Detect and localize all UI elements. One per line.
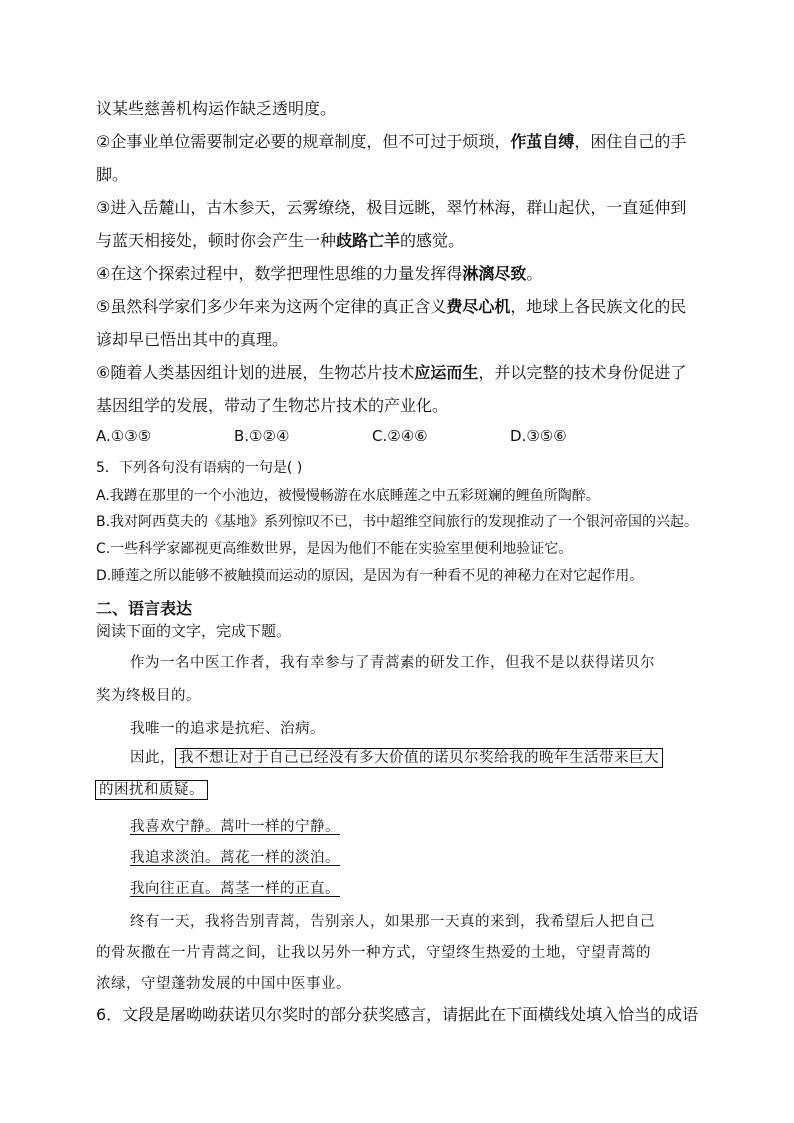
q4-s5-idiom: 费尽心机 <box>446 297 511 316</box>
q4-sentence2-line2: 脚。 <box>96 165 129 184</box>
q4-s2-idiom: 作茧自缚 <box>510 132 575 151</box>
underlined-sentence-2: 我追求淡泊。蒿花一样的淡泊。 <box>130 850 340 866</box>
q6-stem: 6．文段是屠呦呦获诺贝尔奖时的部分获奖感言，请据此在下面横线处填入恰当的成语 <box>96 1005 699 1024</box>
passage-p4-line2: 的骨灰撒在一片青蒿之间，让我以另外一种方式，守望终生热爱的土地，守望青蒿的 <box>96 945 651 961</box>
q4-option-b: B.①②④ <box>234 427 290 445</box>
q4-sentence5-line1 <box>96 294 686 317</box>
q4-sentence6-line1 <box>96 360 686 383</box>
boxed-sentence-part2: 的困扰和质疑。 <box>95 780 208 800</box>
passage-p3-line2 <box>95 778 208 799</box>
q4-s2-pre: ②企事业单位需要制定必要的规章制度，但不可过于烦琐， <box>96 132 511 151</box>
q4-sentence3-line1: ③进入岳麓山，古木参天，云雾缭绕，极目远眺，翠竹林海，群山起伏，一直延伸到 <box>96 198 687 217</box>
q4-s5-post: ，地球上各民族文化的民 <box>510 297 687 316</box>
q4-s3-idiom: 歧路亡羊 <box>336 231 401 250</box>
passage-p1-line1: 作为一名中医工作者，我有幸参与了青蒿素的研发工作，但我不是以获得诺贝尔 <box>130 655 655 671</box>
q4-s6-post: ，并以完整的技术身份促进了 <box>478 363 687 382</box>
q4-sentence2 <box>96 129 686 152</box>
q4-s4-post: 。 <box>526 264 543 283</box>
q4-s5-pre: ⑤虽然科学家们多少年来为这两个定律的真正含义 <box>96 297 447 316</box>
q5-option-a: A.我蹲在那里的一个小池边，被慢慢畅游在水底睡莲之中五彩斑斓的鲤鱼所陶醉。 <box>96 488 600 504</box>
underlined-sentence-1: 我喜欢宁静。蒿叶一样的宁静。 <box>130 819 340 835</box>
q4-option-d: D.③⑤⑥ <box>510 427 567 445</box>
q4-s3-pre: 与蓝天相接处，顿时你会产生一种 <box>96 231 337 250</box>
q5-option-d: D.睡莲之所以能够不被触摸而运动的原因，是因为有一种看不见的神秘力在对它起作用。 <box>96 568 644 584</box>
passage-p4-line3: 浓绿，守望蓬勃发展的中国中医事业。 <box>96 976 351 992</box>
q4-sentence3-line2 <box>96 228 464 251</box>
q4-s4-idiom: 淋漓尽致 <box>462 264 527 283</box>
q4-s3-post: 的感觉。 <box>400 231 465 250</box>
passage-p3-line1 <box>130 746 663 767</box>
passage-p3-pre: 因此， <box>130 750 175 766</box>
q4-s6-pre: ⑥随着人类基因组计划的进展，生物芯片技术 <box>96 363 415 382</box>
q5-option-c: C.一些科学家鄙视更高维数世界，是因为他们不能在实验室里便利地验证它。 <box>96 541 573 557</box>
q4-sentence6-line2: 基因组学的发展，带动了生物芯片技术的产业化。 <box>96 396 449 415</box>
passage-p1-line2: 奖为终极目的。 <box>96 688 201 704</box>
underlined-sentence-3: 我向往正直。蒿茎一样的正直。 <box>130 881 340 897</box>
q4-s6-idiom: 应运而生 <box>414 363 479 382</box>
q4-option-c: C.②④⑥ <box>372 427 428 445</box>
q4-option-a: A.①③⑤ <box>96 427 152 445</box>
q4-sentence1-continuation: 议某些慈善机构运作缺乏透明度。 <box>96 99 337 118</box>
q4-sentence5-line2: 谚却早已悟出其中的真理。 <box>96 330 289 349</box>
passage-p2: 我唯一的追求是抗疟、治病。 <box>130 721 325 737</box>
q4-sentence4 <box>96 261 542 284</box>
boxed-sentence-part1: 我不想让对于自己已经没有多大价值的诺贝尔奖给我的晚年生活带来巨大 <box>175 748 663 768</box>
section-title: 二、语言表达 <box>96 599 193 618</box>
q4-s4-pre: ④在这个探索过程中，数学把理性思维的力量发挥得 <box>96 264 463 283</box>
q4-s2-post: ，困住自己的手 <box>574 132 687 151</box>
section-instruction: 阅读下面的文字，完成下题。 <box>96 622 292 640</box>
passage-p4-line1: 终有一天，我将告别青蒿，告别亲人，如果那一天真的来到，我希望后人把自己 <box>130 914 655 930</box>
q5-stem: 5．下列各句没有语病的一句是( ) <box>96 460 303 476</box>
q5-option-b: B.我对阿西莫夫的《基地》系列惊叹不已，书中超维空间旅行的发现推动了一个银河帝国的兴起。 <box>96 514 699 530</box>
